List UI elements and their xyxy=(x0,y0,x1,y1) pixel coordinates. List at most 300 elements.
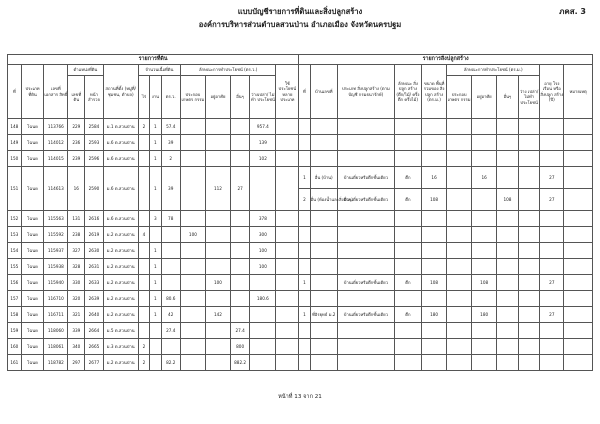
cell-b-size xyxy=(422,227,447,243)
cell-other xyxy=(230,135,249,151)
cell-agri xyxy=(180,211,205,227)
cell-rai xyxy=(138,259,149,275)
cell-house-no xyxy=(310,275,337,291)
cell-rai xyxy=(138,135,149,151)
cell-ngan: 1 xyxy=(150,259,161,275)
cell-b-agri xyxy=(447,119,472,135)
cell-rai xyxy=(138,275,149,291)
cell-b-seq xyxy=(299,227,310,243)
table-row xyxy=(8,275,593,291)
cell-no: 156 xyxy=(8,275,22,291)
cell-doc-no: 116710 xyxy=(44,291,68,307)
cell-lot-no: 16 xyxy=(68,167,85,211)
cell-vacant: 102 xyxy=(250,151,276,167)
cell-b-seq xyxy=(299,135,310,151)
cell-residential xyxy=(205,243,230,259)
cell-vacant xyxy=(250,323,276,339)
cell-other: 800 xyxy=(230,339,249,355)
cell-wa: 78 xyxy=(161,211,180,227)
cell-b-style xyxy=(394,151,421,167)
cell-b-seq xyxy=(299,243,310,259)
cell-ngan: 1 xyxy=(150,275,161,291)
cell-doc-type: โฉนด xyxy=(21,119,44,135)
cell-wa: 39 xyxy=(161,167,180,211)
cell-house-no xyxy=(310,119,337,135)
cell-b-seq: 1 xyxy=(299,167,310,189)
form-code: ภคส. 3 xyxy=(559,7,586,16)
cell-survey-page: 2640 xyxy=(85,307,103,323)
cell-b-style xyxy=(394,227,421,243)
col-doc-type: ประเภท ที่ดิน xyxy=(21,65,44,119)
cell-no: 148 xyxy=(8,119,22,135)
cell-remark xyxy=(564,189,593,211)
cell-b-seq: 2 xyxy=(299,189,310,211)
col-mixed: ใช้ ประโยชน์ หลาย ประเภท xyxy=(276,65,299,119)
cell-doc-no: 114015 xyxy=(44,151,68,167)
cell-no: 155 xyxy=(8,259,22,275)
cell-doc-type: โฉนด xyxy=(21,275,44,291)
cell-lot-no: 238 xyxy=(68,227,85,243)
cell-location: ม.2 ต.สวนป่าน xyxy=(103,307,138,323)
cell-residential xyxy=(205,291,230,307)
cell-vacant xyxy=(250,307,276,323)
cell-mixed xyxy=(276,307,299,323)
cell-ngan: 1 xyxy=(150,151,161,167)
land-area-header: จำนวนเนื้อที่ดิน xyxy=(138,65,180,76)
cell-house-no xyxy=(310,323,337,339)
cell-b-type: บ้านเดี่ยวหรือตึกชั้นเดียว xyxy=(337,189,394,211)
cell-b-vacant xyxy=(518,275,540,291)
cell-no: 159 xyxy=(8,323,22,339)
cell-doc-type: โฉนด xyxy=(21,151,44,167)
cell-house-no xyxy=(310,227,337,243)
land-location-header: ตำแหน่งที่ดิน xyxy=(68,65,103,76)
cell-remark xyxy=(564,307,593,323)
cell-b-agri xyxy=(447,211,472,227)
cell-b-type: บ้านเดี่ยวหรือตึกชั้นเดียว xyxy=(337,307,394,323)
cell-wa: 2 xyxy=(161,151,180,167)
cell-house-no xyxy=(310,339,337,355)
cell-remark xyxy=(564,259,593,275)
cell-b-seq: 1 xyxy=(299,275,310,291)
cell-ngan xyxy=(150,355,161,371)
cell-ngan: 1 xyxy=(150,291,161,307)
cell-b-type xyxy=(337,291,394,307)
cell-residential: 112 xyxy=(205,167,230,211)
cell-b-res xyxy=(472,291,497,307)
cell-rai xyxy=(138,307,149,323)
cell-b-res xyxy=(472,339,497,355)
cell-b-style: ตึก xyxy=(394,167,421,189)
cell-b-size xyxy=(422,323,447,339)
cell-lot-no: 239 xyxy=(68,151,85,167)
cell-lot-no: 320 xyxy=(68,291,85,307)
cell-b-vacant xyxy=(518,227,540,243)
cell-remark xyxy=(564,275,593,291)
cell-vacant: 378 xyxy=(250,211,276,227)
cell-b-agri xyxy=(447,291,472,307)
cell-b-other xyxy=(497,339,519,355)
cell-wa: 39 xyxy=(161,135,180,151)
cell-b-res xyxy=(472,227,497,243)
cell-b-agri xyxy=(447,355,472,371)
cell-b-agri xyxy=(447,151,472,167)
cell-b-other xyxy=(497,119,519,135)
cell-b-other xyxy=(497,243,519,259)
cell-lot-no: 327 xyxy=(68,243,85,259)
cell-b-size xyxy=(422,211,447,227)
cell-b-other xyxy=(497,307,519,323)
cell-mixed xyxy=(276,339,299,355)
cell-b-agri xyxy=(447,339,472,355)
cell-doc-no: 118061 xyxy=(44,339,68,355)
cell-b-seq xyxy=(299,119,310,135)
cell-agri xyxy=(180,259,205,275)
cell-other xyxy=(230,243,249,259)
cell-remark xyxy=(564,339,593,355)
cell-b-style xyxy=(394,243,421,259)
cell-b-vacant xyxy=(518,119,540,135)
col-b-vacant: ว่าง เปล่า/ ไม่ทำ ประโยชน์ xyxy=(518,76,540,119)
cell-house-no xyxy=(310,151,337,167)
cell-b-agri xyxy=(447,323,472,339)
cell-b-age xyxy=(540,355,564,371)
cell-b-agri xyxy=(447,189,472,211)
cell-b-res xyxy=(472,323,497,339)
cell-survey-page: 2593 xyxy=(85,135,103,151)
cell-survey-page: 2596 xyxy=(85,151,103,167)
cell-other xyxy=(230,227,249,243)
cell-survey-page: 2665 xyxy=(85,339,103,355)
cell-agri xyxy=(180,243,205,259)
cell-b-size: 108 xyxy=(422,189,447,211)
cell-wa: 80.6 xyxy=(161,291,180,307)
cell-survey-page: 2619 xyxy=(85,227,103,243)
cell-vacant: 100 xyxy=(250,259,276,275)
cell-doc-no: 118782 xyxy=(44,355,68,371)
cell-b-style: ตึก xyxy=(394,189,421,211)
cell-location: ม.2 ต.สวนป่าน xyxy=(103,291,138,307)
cell-b-res: 108 xyxy=(472,275,497,291)
cell-b-res: 16 xyxy=(472,167,497,189)
cell-remark xyxy=(564,355,593,371)
cell-b-age xyxy=(540,323,564,339)
cell-wa xyxy=(161,275,180,291)
cell-ngan xyxy=(150,339,161,355)
cell-b-agri xyxy=(447,275,472,291)
cell-b-age: 27 xyxy=(540,307,564,323)
cell-other: 27.4 xyxy=(230,323,249,339)
cell-vacant xyxy=(250,339,276,355)
building-group-header: รายการสิ่งปลูกสร้าง xyxy=(299,55,593,65)
cell-agri xyxy=(180,355,205,371)
cell-lot-no: 236 xyxy=(68,135,85,151)
cell-no: 157 xyxy=(8,291,22,307)
cell-no: 150 xyxy=(8,151,22,167)
cell-residential xyxy=(205,355,230,371)
cell-b-type: บ้านเดี่ยวหรือตึกชั้นเดียว xyxy=(337,167,394,189)
cell-house-no xyxy=(310,291,337,307)
cell-b-seq xyxy=(299,323,310,339)
cell-b-size xyxy=(422,151,447,167)
cell-b-type xyxy=(337,339,394,355)
cell-agri xyxy=(180,167,205,211)
cell-b-vacant xyxy=(518,211,540,227)
cell-wa: 57.4 xyxy=(161,119,180,135)
cell-b-type xyxy=(337,119,394,135)
cell-mixed xyxy=(276,259,299,275)
cell-wa xyxy=(161,259,180,275)
cell-doc-type: โฉนด xyxy=(21,135,44,151)
cell-agri xyxy=(180,275,205,291)
cell-b-age xyxy=(540,151,564,167)
cell-survey-page: 2584 xyxy=(85,119,103,135)
cell-survey-page: 2616 xyxy=(85,211,103,227)
cell-rai: 2 xyxy=(138,355,149,371)
cell-residential xyxy=(205,135,230,151)
cell-remark xyxy=(564,243,593,259)
cell-b-agri xyxy=(447,227,472,243)
cell-lot-no: 330 xyxy=(68,275,85,291)
cell-b-seq: 1 xyxy=(299,307,310,323)
cell-doc-no: 115940 xyxy=(44,275,68,291)
cell-mixed xyxy=(276,243,299,259)
cell-b-agri xyxy=(447,135,472,151)
cell-b-type xyxy=(337,355,394,371)
cell-agri xyxy=(180,339,205,355)
cell-b-other xyxy=(497,291,519,307)
cell-no: 152 xyxy=(8,211,22,227)
cell-no: 153 xyxy=(8,227,22,243)
building-use-header: ลักษณะการทำประโยชน์ (ตร.ม.) xyxy=(447,65,540,76)
cell-doc-no: 113766 xyxy=(44,119,68,135)
cell-ngan: 1 xyxy=(150,119,161,135)
cell-vacant: 100 xyxy=(250,243,276,259)
cell-b-size xyxy=(422,135,447,151)
cell-b-seq xyxy=(299,211,310,227)
cell-survey-page: 2630 xyxy=(85,243,103,259)
cell-b-other xyxy=(497,211,519,227)
cell-rai xyxy=(138,243,149,259)
cell-residential xyxy=(205,259,230,275)
land-group-header: รายการที่ดิน xyxy=(8,55,299,65)
cell-residential xyxy=(205,211,230,227)
cell-agri xyxy=(180,119,205,135)
cell-wa: 42 xyxy=(161,307,180,323)
cell-other xyxy=(230,211,249,227)
cell-other xyxy=(230,259,249,275)
cell-lot-no: 131 xyxy=(68,211,85,227)
cell-location: ม.6 ต.สวนป่าน xyxy=(103,151,138,167)
cell-lot-no: 229 xyxy=(68,119,85,135)
cell-other: 27 xyxy=(230,167,249,211)
col-b-res: อยู่อาศัย xyxy=(472,76,497,119)
cell-vacant: 957.4 xyxy=(250,119,276,135)
cell-remark xyxy=(564,135,593,151)
cell-location: ม.2 ต.สวนป่าน xyxy=(103,355,138,371)
cell-no: 158 xyxy=(8,307,22,323)
cell-doc-type: โฉนด xyxy=(21,259,44,275)
cell-b-type xyxy=(337,323,394,339)
cell-b-vacant xyxy=(518,307,540,323)
cell-house-no: อื่น (ห้องน้ำและสิ่งอื่นๆ) xyxy=(310,189,337,211)
cell-survey-page: 2631 xyxy=(85,259,103,275)
cell-agri xyxy=(180,323,205,339)
cell-b-type xyxy=(337,135,394,151)
cell-mixed xyxy=(276,355,299,371)
col-agri: ประกอบ เกษตร กรรม xyxy=(180,76,205,119)
cell-b-type xyxy=(337,243,394,259)
cell-b-style xyxy=(394,323,421,339)
cell-b-other xyxy=(497,323,519,339)
cell-b-size: 108 xyxy=(422,275,447,291)
cell-location: ม.1 ต.สวนป่าน xyxy=(103,119,138,135)
cell-residential: 100 xyxy=(205,275,230,291)
cell-mixed xyxy=(276,227,299,243)
cell-doc-no: 116711 xyxy=(44,307,68,323)
col-ngan: งาน xyxy=(150,76,161,119)
cell-rai xyxy=(138,167,149,211)
cell-b-type xyxy=(337,211,394,227)
cell-doc-no: 115563 xyxy=(44,211,68,227)
cell-b-vacant xyxy=(518,259,540,275)
cell-house-no xyxy=(310,243,337,259)
cell-b-res xyxy=(472,189,497,211)
cell-house-no xyxy=(310,211,337,227)
cell-b-vacant xyxy=(518,135,540,151)
cell-wa xyxy=(161,339,180,355)
cell-b-agri xyxy=(447,307,472,323)
cell-ngan xyxy=(150,323,161,339)
cell-remark xyxy=(564,151,593,167)
cell-b-res xyxy=(472,243,497,259)
cell-b-type xyxy=(337,151,394,167)
cell-b-vacant xyxy=(518,243,540,259)
cell-rai xyxy=(138,323,149,339)
cell-no: 154 xyxy=(8,243,22,259)
cell-house-no xyxy=(310,259,337,275)
table-row xyxy=(8,135,593,151)
cell-doc-type: โฉนด xyxy=(21,211,44,227)
cell-b-seq xyxy=(299,355,310,371)
cell-doc-no: 115592 xyxy=(44,227,68,243)
cell-remark xyxy=(564,227,593,243)
cell-b-style xyxy=(394,211,421,227)
cell-mixed xyxy=(276,211,299,227)
cell-mixed xyxy=(276,167,299,211)
table-row xyxy=(8,323,593,339)
col-lot-no: เลขที่ ดิน xyxy=(68,76,85,119)
cell-b-other xyxy=(497,227,519,243)
cell-agri xyxy=(180,291,205,307)
cell-b-vacant xyxy=(518,339,540,355)
register-table xyxy=(7,54,593,371)
col-b-seq: ที่ xyxy=(299,65,310,119)
cell-doc-no: 115938 xyxy=(44,259,68,275)
cell-residential xyxy=(205,151,230,167)
table-row xyxy=(8,243,593,259)
cell-b-other xyxy=(497,151,519,167)
table-row xyxy=(8,211,593,227)
cell-agri xyxy=(180,135,205,151)
cell-b-style: ตึก xyxy=(394,307,421,323)
cell-ngan: 1 xyxy=(150,307,161,323)
cell-b-size: 16 xyxy=(422,167,447,189)
cell-survey-page: 2590 xyxy=(85,167,103,211)
cell-remark xyxy=(564,291,593,307)
col-vacant: ว่างเปล่า/ ไม่ทำ ประโยชน์ xyxy=(250,76,276,119)
cell-b-res xyxy=(472,119,497,135)
cell-b-size xyxy=(422,243,447,259)
cell-ngan: 1 xyxy=(150,167,161,211)
col-b-age: อายุ โรงเรือน หรือ สิ่งปลูก สร้าง (ปี) xyxy=(540,65,564,119)
cell-no: 151 xyxy=(8,167,22,211)
col-wa: ตร.ว. xyxy=(161,76,180,119)
cell-doc-type: โฉนด xyxy=(21,339,44,355)
col-residential: อยู่อาศัย xyxy=(205,76,230,119)
cell-b-style xyxy=(394,259,421,275)
cell-vacant xyxy=(250,167,276,211)
cell-other xyxy=(230,119,249,135)
cell-residential xyxy=(205,227,230,243)
cell-b-size xyxy=(422,259,447,275)
cell-b-size: 180 xyxy=(422,307,447,323)
col-b-type: ประเภท สิ่งปลูกสร้าง (ตามบัญชี กรมธนารักษ์) xyxy=(337,65,394,119)
col-other: อื่นๆ xyxy=(230,76,249,119)
cell-mixed xyxy=(276,291,299,307)
cell-b-res xyxy=(472,151,497,167)
cell-b-age xyxy=(540,339,564,355)
cell-rai xyxy=(138,151,149,167)
cell-b-seq xyxy=(299,291,310,307)
col-house-no: บ้านเลขที่ xyxy=(310,65,337,119)
cell-b-style xyxy=(394,119,421,135)
cell-b-size xyxy=(422,339,447,355)
table-row xyxy=(8,119,593,135)
cell-b-vacant xyxy=(518,167,540,189)
cell-location: ม.2 ต.สวนป่าน xyxy=(103,243,138,259)
cell-b-size xyxy=(422,291,447,307)
cell-b-res xyxy=(472,135,497,151)
cell-rai: 2 xyxy=(138,119,149,135)
cell-doc-type: โฉนด xyxy=(21,323,44,339)
cell-other xyxy=(230,291,249,307)
cell-b-type xyxy=(337,259,394,275)
col-b-style: ลักษณะ สิ่งปลูก สร้าง (ตึก/ไม้/ ครึ่งตึก ครึ่งไม้) xyxy=(394,65,421,119)
cell-b-other xyxy=(497,259,519,275)
cell-survey-page: 2633 xyxy=(85,275,103,291)
table-row xyxy=(8,167,593,189)
cell-location: ม.6 ต.สวนป่าน xyxy=(103,211,138,227)
cell-b-style xyxy=(394,355,421,371)
cell-doc-type: โฉนด xyxy=(21,227,44,243)
cell-remark xyxy=(564,323,593,339)
cell-wa xyxy=(161,227,180,243)
cell-b-age xyxy=(540,259,564,275)
cell-survey-page: 2664 xyxy=(85,323,103,339)
cell-b-other xyxy=(497,135,519,151)
cell-vacant xyxy=(250,275,276,291)
cell-doc-type: โฉนด xyxy=(21,307,44,323)
table-row xyxy=(8,339,593,355)
col-location: สถานที่ตั้ง (หมู่ที่/ชุมชน, ตำบล) xyxy=(103,65,138,119)
col-remark: หมายเหตุ xyxy=(564,65,593,119)
cell-vacant: 180.6 xyxy=(250,291,276,307)
col-survey-page: หน้า สำรวจ xyxy=(85,76,103,119)
cell-b-style xyxy=(394,135,421,151)
cell-b-style xyxy=(394,339,421,355)
cell-wa xyxy=(161,243,180,259)
